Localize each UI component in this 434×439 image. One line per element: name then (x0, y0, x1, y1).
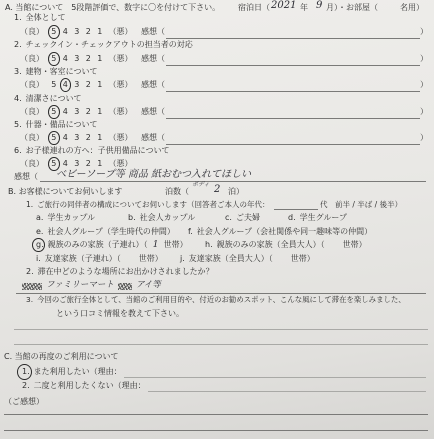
rating-3: 3 (74, 133, 80, 142)
item-label: 建物・客室について (25, 67, 98, 76)
rating-bad-label: （悪） (108, 107, 133, 116)
item-5 (14, 121, 97, 129)
section-a-heading: A. 当館について 5段階評価で、数字に〇を付けて下さい。 (5, 3, 221, 12)
option-e (36, 228, 175, 236)
option-label: 親族のみの家族（子連れ）（ (47, 240, 148, 249)
option-label: 親族のみの家族（全員大人）（ (216, 240, 325, 249)
comment-close: ） (420, 54, 428, 63)
option-number: 1. (22, 367, 30, 376)
rating-good-label: （良） (20, 54, 44, 63)
rating-1: 1 (97, 107, 103, 116)
item-3 (14, 68, 97, 76)
rating-row-5 (20, 134, 133, 142)
households-suffix: 世帯） (138, 254, 163, 263)
room-suffix: 名用） (400, 3, 424, 12)
revisit-option-1 (22, 368, 122, 376)
comment-line (166, 38, 420, 39)
item-number: 1. (14, 13, 22, 22)
question-number: 3. (26, 295, 34, 304)
comment-close: ） (420, 27, 428, 36)
item-6-comment-handwritten: ベビーソープ等 商品 紙おむつ入れてほしい (56, 169, 252, 180)
answer-line (14, 329, 428, 330)
answer-line (16, 293, 426, 294)
question-text: ご旅行の同伴者の構成についてお伺いします（回答者ご本人の年代： (37, 200, 270, 209)
option-letter: c. (225, 213, 232, 222)
rating-bad-label: （悪） (108, 133, 133, 142)
option-letter: h. (205, 240, 213, 249)
rating-bad-label: （悪） (108, 54, 133, 63)
age-options: 代 前半 / 半ば / 後半） (320, 200, 403, 209)
households-suffix: 世帯） (163, 240, 188, 249)
rating-3: 3 (74, 107, 80, 116)
nights-value: 2 (214, 184, 221, 195)
comment-label: 感想（ (141, 133, 165, 142)
nights-label: 泊数（ (165, 187, 189, 196)
rating-3: 3 (74, 80, 80, 89)
age-blank-line (274, 209, 318, 210)
section-b-heading: B. お客様についてお伺いします (8, 187, 123, 196)
answer-place-1: ファミリーマート (46, 280, 114, 290)
comments-line (4, 430, 428, 431)
question-b2 (26, 268, 214, 276)
option-i (36, 255, 163, 263)
item-label: 清潔さについて (25, 94, 82, 103)
question-b3 (26, 296, 406, 303)
option-label: 社会人カップル (139, 213, 196, 222)
rating-row-1 (20, 28, 133, 36)
section-c-heading: C. 当館の再度のご利用について (4, 352, 119, 361)
item-label: 全体として (25, 13, 66, 22)
rating-2: 2 (85, 27, 91, 36)
scribble-mark (22, 283, 42, 290)
rating-1: 1 (97, 27, 103, 36)
option-h (205, 241, 367, 249)
option-label: 社会人グループ（会社関係や同一趣味等の仲間） (196, 227, 373, 236)
option-label: 友達家族（全員大人）（ (188, 254, 273, 263)
rating-5: 5 (48, 160, 60, 168)
rating-2: 2 (85, 133, 91, 142)
households-suffix: 世帯） (342, 240, 367, 249)
rating-5: 5 (51, 80, 57, 89)
rating-5: 5 (48, 55, 60, 63)
option-a (36, 214, 95, 222)
option-letter: e. (36, 227, 44, 236)
comments-line (4, 414, 428, 415)
option-f (188, 228, 372, 236)
households-suffix: 世帯） (290, 254, 315, 263)
item-label: チェックイン・チェックアウトの担当者の対応 (25, 40, 193, 49)
option-letter: i. (36, 254, 41, 263)
option-label: 二度と利用したくない（理由： (33, 381, 146, 390)
rating-4: 4 (62, 133, 68, 142)
item-number: 5. (14, 120, 22, 129)
item-number: 2. (14, 40, 22, 49)
rating-4: 4 (62, 27, 68, 36)
rating-row-6 (20, 160, 133, 168)
comment-close: ） (420, 80, 428, 89)
comment-label: 感想（ (141, 80, 165, 89)
item-2 (14, 41, 193, 49)
option-g (36, 241, 188, 250)
rating-bad-label: （悪） (108, 27, 133, 36)
option-c (225, 214, 260, 222)
item-1 (14, 14, 66, 22)
option-label: ご夫婦 (235, 213, 260, 222)
comment-label: 感想（ (141, 54, 165, 63)
option-letter: g. (36, 240, 44, 249)
question-number: 1. (26, 200, 34, 209)
item-4 (14, 95, 81, 103)
rating-good-label: （良） (20, 107, 44, 116)
option-letter: a. (36, 213, 44, 222)
answer-place-2: アイ等 (136, 280, 161, 290)
rating-bad-label: （悪） (108, 80, 133, 89)
option-letter: j. (180, 254, 185, 263)
option-b (128, 214, 195, 222)
question-b1 (26, 201, 270, 209)
item-6 (14, 147, 169, 155)
rating-3: 3 (74, 159, 80, 168)
comment-line (166, 118, 420, 119)
item-number: 4. (14, 94, 22, 103)
rating-row-4 (20, 108, 133, 116)
rating-4: 4 (62, 54, 68, 63)
rating-5: 5 (48, 108, 60, 116)
rating-5: 5 (48, 134, 60, 142)
rating-3: 3 (74, 54, 80, 63)
rating-good-label: （良） (20, 133, 44, 142)
option-letter: b. (128, 213, 136, 222)
reason-line (148, 391, 426, 392)
stay-month-value: 9 (316, 0, 323, 11)
item-6-comment-note: ボディ (192, 181, 210, 188)
rating-good-label: （良） (20, 159, 44, 168)
comment-line (166, 144, 420, 145)
option-label: 友達家族（子連れ）（ (44, 254, 121, 263)
rating-1: 1 (97, 54, 103, 63)
option-letter: d. (288, 213, 296, 222)
option-label: 学生カップル (47, 213, 96, 222)
nights-suffix: 泊） (228, 187, 244, 196)
item-6-comment-line (40, 181, 426, 182)
option-j (180, 255, 315, 263)
scribble-mark (118, 283, 132, 290)
rating-2: 2 (85, 54, 91, 63)
rating-5: 5 (48, 28, 60, 36)
stay-year-value: 2021 (271, 0, 297, 11)
option-label: 社会人グループ（学生時代の仲間） (47, 227, 175, 236)
rating-3: 3 (74, 27, 80, 36)
question-number: 2. (26, 267, 34, 276)
rating-row-2 (20, 55, 133, 63)
revisit-option-2 (22, 382, 146, 390)
question-text: 滞在中どのような場所にお出かけされましたか？ (37, 267, 214, 276)
item-number: 6. (14, 146, 22, 155)
comment-close: ） (420, 107, 428, 116)
rating-4: 4 (60, 81, 72, 89)
rating-row-3 (20, 81, 133, 89)
comments-label: （ご感想） (4, 397, 44, 406)
item-number: 3. (14, 67, 22, 76)
comment-label: 感想（ (141, 27, 165, 36)
households-handwritten: 1 (152, 240, 159, 250)
stay-year-suffix: 年 (300, 3, 308, 12)
item-label: 什器・備品について (25, 120, 98, 129)
question-text: 今回のご旅行全体として、当館のご利用目的や、付近のお勧めスポット、こんな風にして滞在を楽しみました、 (37, 295, 406, 304)
rating-2: 2 (85, 159, 91, 168)
rating-good-label: （良） (20, 80, 44, 89)
comment-label: 感想（ (141, 107, 165, 116)
item-6-comment-label: 感想（ (14, 172, 38, 181)
rating-good-label: （良） (20, 27, 44, 36)
option-label: 学生グループ (299, 213, 347, 222)
stay-date-label: 宿泊日（ (238, 3, 270, 12)
item-label: お子様連れの方へ：子供用備品について (25, 146, 170, 155)
option-d (288, 214, 347, 222)
comment-line (166, 91, 420, 92)
rating-1: 1 (97, 159, 103, 168)
rating-bad-label: （悪） (108, 159, 133, 168)
option-number: 2. (22, 381, 30, 390)
comment-close: ） (420, 133, 428, 142)
rating-2: 2 (85, 80, 91, 89)
option-label: また利用したい（理由： (33, 367, 122, 376)
rating-1: 1 (97, 80, 103, 89)
rating-1: 1 (97, 133, 103, 142)
stay-month-suffix: 月）・お部屋（ (326, 3, 378, 12)
option-letter: f. (188, 227, 193, 236)
comment-line (166, 65, 420, 66)
reason-line (124, 377, 426, 378)
rating-4: 4 (62, 159, 68, 168)
rating-4: 4 (62, 107, 68, 116)
question-b3-line2: という口コミ情報を教えて下さい。 (56, 309, 184, 318)
answer-line (14, 344, 428, 345)
rating-2: 2 (85, 107, 91, 116)
